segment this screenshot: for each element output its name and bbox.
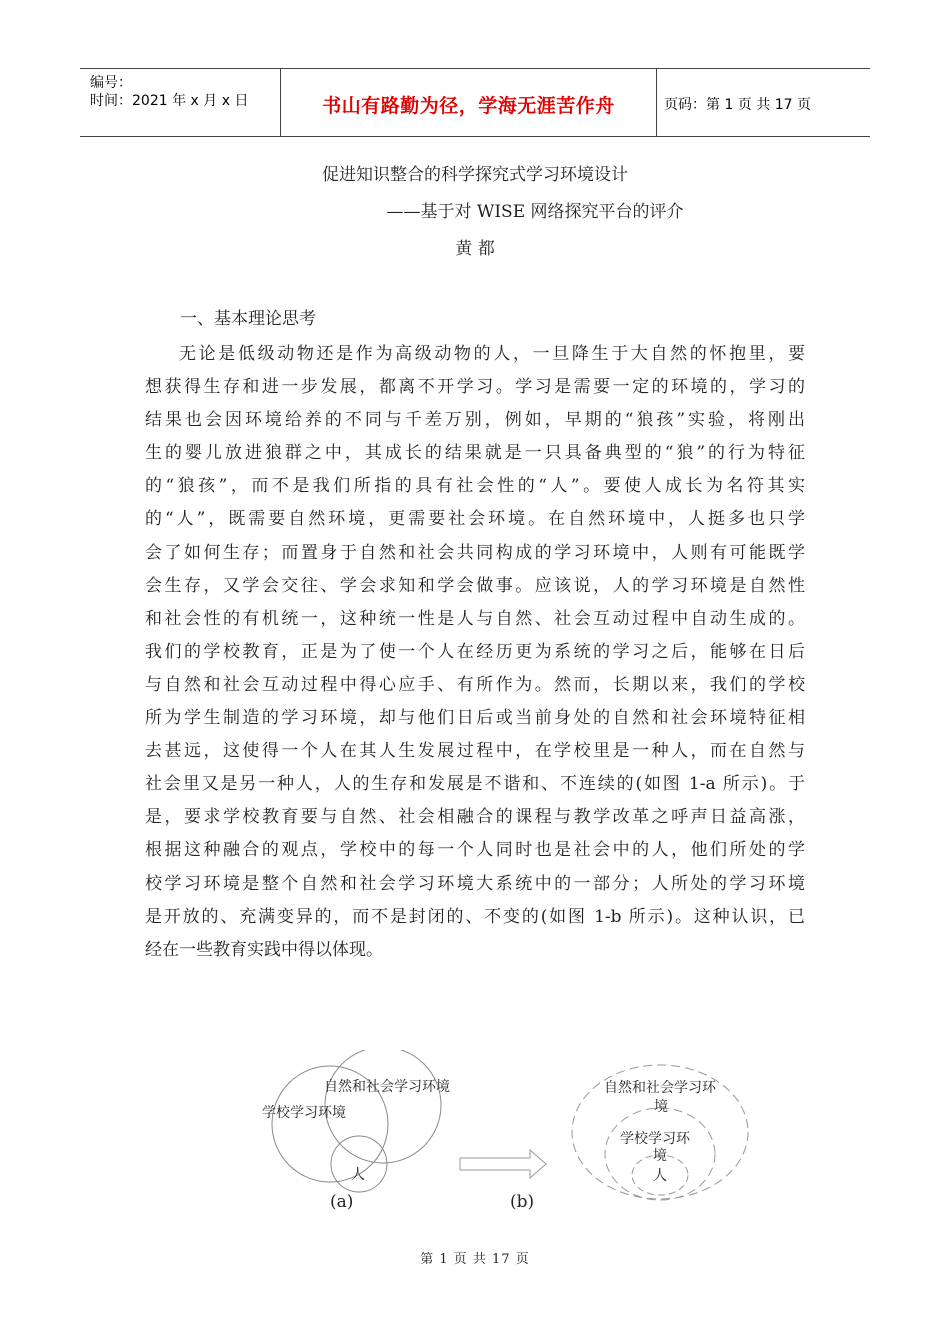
- paragraph-line: 校学习环境是整个自然和社会学习环境大系统中的一部分；人所处的学习环境: [145, 873, 805, 894]
- figure-a-caption: (a): [330, 1192, 354, 1212]
- paragraph-line: 根据这种融合的观点，学校中的每一个人同时也是社会中的人，他们所处的学: [145, 840, 805, 861]
- paragraph-line: 我们的学校教育，正是为了使一个人在经历更为系统的学习之后，能够在日后: [145, 641, 805, 662]
- figure-b-person-label: 人: [653, 1168, 667, 1184]
- doc-author: 黄 都: [455, 239, 495, 259]
- paragraph-line: 无论是低级动物还是作为高级动物的人，一旦降生于大自然的怀抱里，要: [179, 344, 805, 364]
- paragraph-line: 与自然和社会互动过程中得心应手、有所作为。然而，长期以来，我们的学校: [145, 674, 805, 695]
- paragraph-line: 和社会性的有机统一，这种统一性是人与自然、社会互动过程中自动生成的。: [145, 608, 805, 629]
- header-page-label: 页码：第 1 页 共 17 页: [664, 97, 811, 113]
- paragraph-line: 会了如何生存；而置身于自然和社会共同构成的学习环境中，人则有可能既学: [145, 542, 805, 563]
- page-footer: 第 1 页 共 17 页: [420, 1252, 530, 1267]
- figure-a-nature-label: 自然和社会学习环境: [324, 1079, 450, 1095]
- figure-1: [240, 1050, 760, 1220]
- header-page-cell: [656, 69, 870, 136]
- paragraph-line: 生的婴儿放进狼群之中，其成长的结果就是一只具备典型的“狼”的行为特征: [145, 443, 805, 464]
- paragraph-line: 所为学生制造的学习环境，却与他们日后或当前身处的自然和社会环境特征相: [145, 708, 805, 729]
- paragraph-line: 想获得生存和进一步发展，都离不开学习。学习是需要一定的环境的，学习的: [145, 377, 805, 398]
- figure-a-school-label: 学校学习环境: [262, 1105, 346, 1121]
- paragraph-line: 是，要求学校教育要与自然、社会相融合的课程与教学改革之呼声日益高涨，: [145, 807, 805, 828]
- paragraph-line: 经在一些教育实践中得以体现。: [145, 939, 383, 960]
- paragraph-line: 的“人”，既需要自然环境，更需要社会环境。在自然环境中，人挺多也只学: [145, 509, 805, 530]
- paragraph-line: 是开放的、充满变异的，而不是封闭的、不变的(如图 1-b 所示)。这种认识，已: [145, 906, 805, 927]
- header-meta-cell: [80, 69, 280, 136]
- figure-b-nature-label-line1: 自然和社会学习环: [604, 1080, 716, 1096]
- doc-subtitle: ——基于对 WISE 网络探究平台的评介: [386, 202, 684, 222]
- section-heading: 一、基本理论思考: [180, 309, 316, 329]
- doc-title: 促进知识整合的科学探究式学习环境设计: [322, 165, 628, 185]
- figure-b-school-label-line2: 境: [653, 1148, 667, 1164]
- paragraph-line: 会生存，又学会交往、学会求知和学会做事。应该说，人的学习环境是自然性: [145, 575, 805, 596]
- body-paragraph: [145, 338, 805, 967]
- figure-b-nature-label-line2: 境: [654, 1099, 668, 1115]
- figure-b-caption: (b): [510, 1192, 535, 1212]
- paragraph-line: 去甚远，这使得一个人在其人生发展过程中，在学校里是一种人，而在自然与: [145, 741, 805, 762]
- figure-a-person-label: 人: [351, 1167, 365, 1183]
- paragraph-line: 的“狼孩”，而不是我们所指的具有社会性的“人”。要使人成长为名符其实: [145, 476, 805, 497]
- paragraph-line: 社会里又是另一种人，人的生存和发展是不谐和、不连续的(如图 1-a 所示)。于: [145, 774, 805, 795]
- paragraph-line: 结果也会因环境给养的不同与千差万别，例如，早期的“狼孩”实验，将刚出: [145, 410, 805, 431]
- header-motto: 书山有路勤为径，学海无涯苦作舟: [322, 95, 615, 117]
- figure-b-school-label-line1: 学校学习环: [620, 1131, 690, 1147]
- header-motto-cell: [280, 69, 657, 136]
- doc-code-label: 编号：: [90, 75, 132, 91]
- transition-arrow-icon: [460, 1150, 546, 1178]
- page-header: [80, 68, 870, 137]
- doc-time-label: 时间：2021 年 x 月 x 日: [90, 93, 249, 109]
